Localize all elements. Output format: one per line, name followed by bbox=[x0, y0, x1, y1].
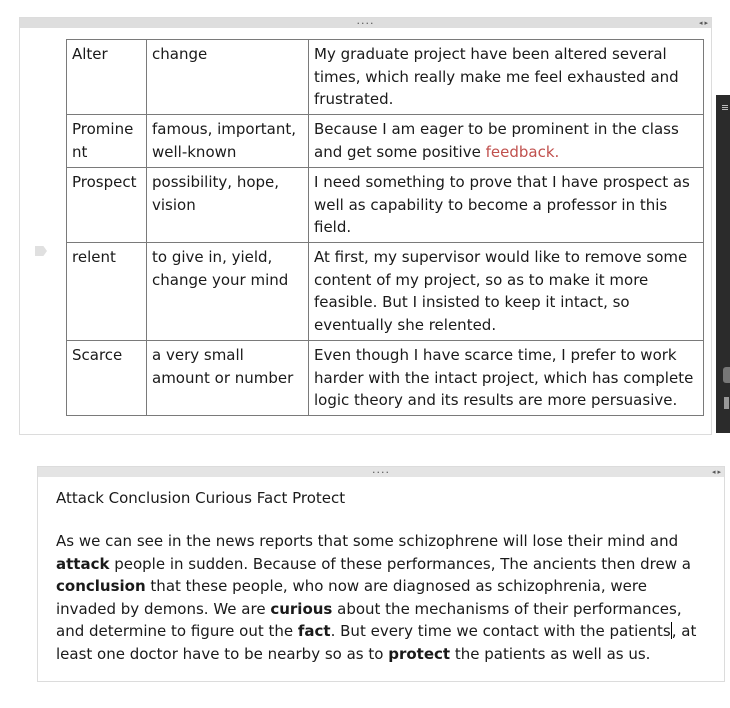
table-row bbox=[67, 115, 704, 168]
word-cell[interactable]: Scarce bbox=[67, 341, 147, 416]
drag-grip-icon[interactable]: .... bbox=[372, 463, 390, 476]
arrow-left-icon[interactable]: ◂ bbox=[698, 19, 703, 27]
essay-panel bbox=[37, 463, 725, 682]
table-row bbox=[67, 341, 704, 416]
adjacent-window-edge bbox=[716, 95, 730, 433]
bold-keyword: curious bbox=[270, 599, 333, 618]
essay-text: the patients as well as us. bbox=[450, 644, 651, 663]
definition-cell[interactable]: to give in, yield, change your mind bbox=[147, 243, 309, 341]
essay-text: about the mechanisms of their performances, and determine to figure out the bbox=[56, 599, 682, 641]
word-list-heading[interactable]: Attack Conclusion Curious Fact Protect bbox=[56, 489, 346, 507]
sentence-cell[interactable]: Even though I have scarce time, I prefer to work harder with the intact project, which has complete logic theory and its results are more persuasive. bbox=[309, 341, 704, 416]
word-cell[interactable]: Prospect bbox=[67, 168, 147, 243]
definition-cell[interactable]: change bbox=[147, 40, 309, 115]
bold-keyword: conclusion bbox=[56, 577, 146, 596]
word-cell[interactable]: Alter bbox=[67, 40, 147, 115]
panel-drag-bar[interactable] bbox=[20, 14, 711, 28]
panel-arrows bbox=[697, 18, 708, 28]
sentence-text: Because I am eager to be prominent in the class and get some positive bbox=[314, 120, 679, 161]
table-row bbox=[67, 243, 704, 341]
drag-grip-icon[interactable]: .... bbox=[356, 14, 375, 27]
arrow-left-icon[interactable]: ◂ bbox=[711, 468, 716, 476]
essay-paragraph[interactable] bbox=[56, 530, 708, 666]
essay-text: , at least one doctor have to be nearby so as to bbox=[56, 622, 697, 663]
bold-keyword: attack bbox=[56, 554, 110, 573]
side-marker bbox=[724, 397, 729, 409]
vocab-table bbox=[66, 39, 704, 416]
sentence-cell[interactable]: At first, my supervisor would like to remove some content of my project, so as to make it more feasible. But I insisted to keep it intact, so eventually she relented. bbox=[309, 243, 704, 341]
essay-text: people in sudden. Because of these performances, The ancients then drew a bbox=[109, 554, 691, 573]
table-row bbox=[67, 168, 704, 243]
essay-text: . But every time we contact with the patients bbox=[330, 622, 671, 641]
sentence-cell[interactable] bbox=[309, 115, 704, 168]
sentence-cell[interactable]: My graduate project have been altered several times, which really make me feel exhausted and frustrated. bbox=[309, 40, 704, 115]
essay-text: that these people, who now are diagnosed as schizophrenia, were invaded by demons. We are bbox=[56, 577, 647, 618]
arrow-right-icon[interactable]: ▸ bbox=[704, 19, 708, 27]
sentence-cell[interactable]: I need something to prove that I have prospect as well as capability to become a professor in this field. bbox=[309, 168, 704, 243]
arrow-right-icon[interactable]: ▸ bbox=[717, 468, 721, 476]
highlighted-word: feedback. bbox=[485, 142, 560, 161]
scroll-handle[interactable] bbox=[723, 367, 730, 383]
panel-drag-bar[interactable] bbox=[38, 463, 724, 477]
definition-cell[interactable]: famous, important, well-known bbox=[147, 115, 309, 168]
essay-text: As we can see in the news reports that some schizophrene will lose their mind and bbox=[56, 532, 679, 550]
word-cell[interactable]: relent bbox=[67, 243, 147, 341]
menu-icon bbox=[722, 105, 728, 106]
definition-cell[interactable]: a very small amount or number bbox=[147, 341, 309, 416]
vocab-table-panel bbox=[19, 14, 712, 435]
word-cell[interactable]: Promine nt bbox=[67, 115, 147, 168]
definition-cell[interactable]: possibility, hope, vision bbox=[147, 168, 309, 243]
row-handle-icon[interactable] bbox=[35, 246, 47, 256]
table-row bbox=[67, 40, 704, 115]
bold-keyword: fact bbox=[297, 622, 331, 641]
panel-arrows bbox=[710, 467, 721, 477]
bold-keyword: protect bbox=[388, 644, 451, 663]
